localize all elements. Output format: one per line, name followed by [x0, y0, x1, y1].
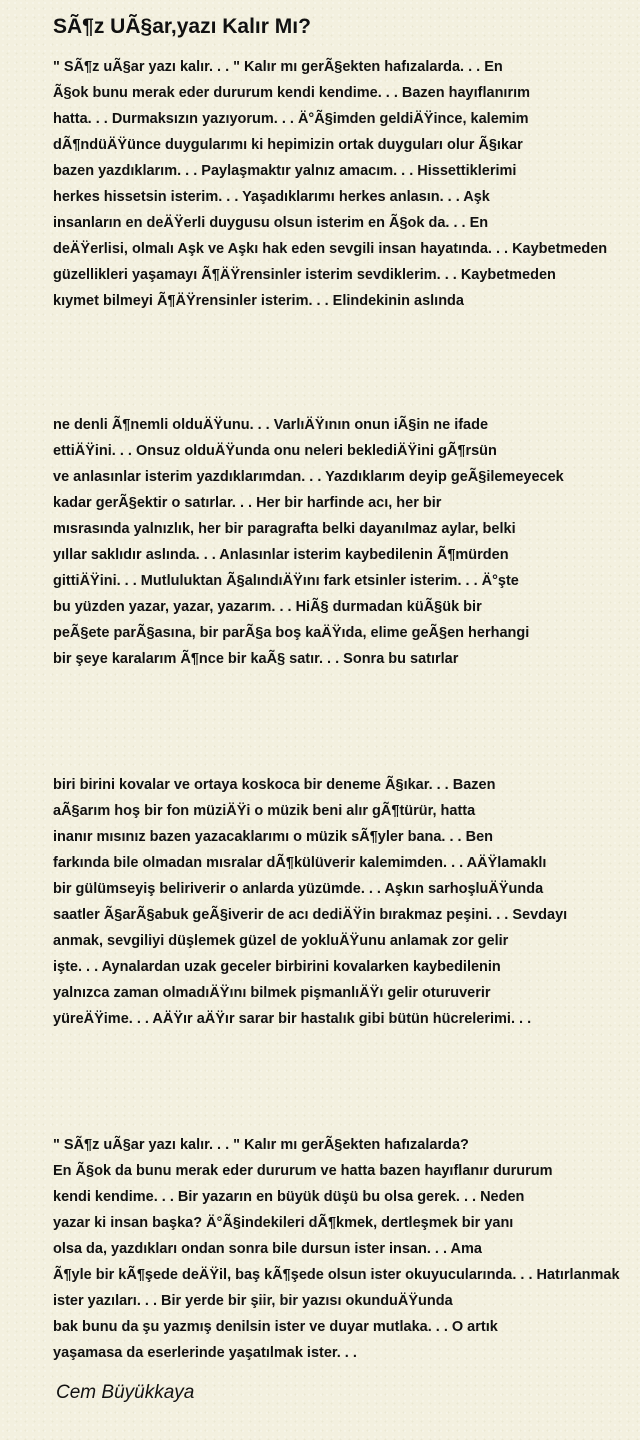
- author-signature: Cem Büyükkaya: [56, 1382, 195, 1403]
- text-line: bak bunu da şu yazmış denilsin ister ve duyar mutlaka. . . O artık: [53, 1319, 498, 1335]
- text-line: kıymet bilmeyi Ã¶ÄŸrensinler isterim. . . Elindekinin aslında: [53, 293, 464, 309]
- text-line: yüreÄŸime. . . AÄŸır aÄŸır sarar bir hastalık gibi bütün hücrelerimi. . .: [53, 1011, 532, 1027]
- text-line: mısrasında yalnızlık, her bir paragrafta belki dayanılmaz aylar, belki: [53, 521, 516, 537]
- text-line: biri birini kovalar ve ortaya koskoca bir deneme Ã§ıkar. . . Bazen: [53, 777, 496, 793]
- text-line: Ã§ok bunu merak eder dururum kendi kendime. . . Bazen hayıflanırım: [53, 85, 531, 101]
- text-line: kadar gerÃ§ektir o satırlar. . . Her bir harfinde acı, her bir: [53, 495, 442, 511]
- text-line: ettiÄŸini. . . Onsuz olduÄŸunda onu neleri beklediÄŸini gÃ¶rsün: [53, 443, 497, 459]
- text-line: herkes hissetsin isterim. . . Yaşadıklarımı herkes anlasın. . . Aşk: [53, 189, 490, 205]
- text-line: bu yüzden yazar, yazar, yazarım. . . HiÃ§ durmadan küÃ§ük bir: [53, 599, 482, 615]
- poem-title: SÃ¶z UÃ§ar,yazı Kalır Mı?: [53, 15, 311, 38]
- text-line: dÃ¶ndüÄŸünce duygularımı ki hepimizin ortak duyguları olur Ã§ıkar: [53, 137, 523, 153]
- text-line: deÄŸerlisi, olmalı Aşk ve Aşkı hak eden sevgili insan hayatında. . . Kaybetmeden: [53, 241, 608, 257]
- text-line: kendi kendime. . . Bir yazarın en büyük düşü bu olsa gerek. . . Neden: [53, 1189, 525, 1205]
- text-line: yalnızca zaman olmadıÄŸını bilmek pişmanlıÄŸı gelir oturuverir: [53, 985, 491, 1001]
- text-line: " SÃ¶z uÃ§ar yazı kalır. . . " Kalır mı gerÃ§ekten hafızalarda?: [53, 1137, 469, 1153]
- paragraph-1: [53, 54, 607, 314]
- text-line: işte. . . Aynalardan uzak geceler birbirini kovalarken kaybedilenin: [53, 959, 501, 975]
- text-line: gittiÄŸini. . . Mutluluktan Ã§alındıÄŸını fark etsinler isterim. . . Ä°şte: [53, 573, 519, 589]
- text-line: farkında bile olmadan mısralar dÃ¶külüverir kalemimden. . . AÄŸlamaklı: [53, 855, 547, 871]
- text-line: aÃ§arım hoş bir fon müziÄŸi o müzik beni alır gÃ¶türür, hatta: [53, 803, 476, 819]
- text-line: peÃ§ete parÃ§asına, bir parÃ§a boş kaÄŸıda, elime geÃ§en herhangi: [53, 625, 530, 641]
- text-line: olsa da, yazdıkları ondan sonra bile dursun ister insan. . . Ama: [53, 1241, 482, 1257]
- paragraph-3: [53, 772, 567, 1032]
- paragraph-4: [53, 1132, 620, 1366]
- text-line: " SÃ¶z uÃ§ar yazı kalır. . . " Kalır mı gerÃ§ekten hafızalarda. . . En: [53, 59, 503, 75]
- text-line: inanır mısınız bazen yazacaklarımı o müzik sÃ¶yler bana. . . Ben: [53, 829, 493, 845]
- text-line: güzellikleri yaşamayı Ã¶ÄŸrensinler isterim sevdiklerim. . . Kaybetmeden: [53, 267, 556, 283]
- text-line: insanların en deÄŸerli duygusu olsun isterim en Ã§ok da. . . En: [53, 215, 489, 231]
- text-line: bir şeye karalarım Ã¶nce bir kaÃ§ satır. . . Sonra bu satırlar: [53, 651, 459, 667]
- text-line: bir gülümseyiş beliriverir o anlarda yüzümde. . . Aşkın sarhoşluÄŸunda: [53, 881, 544, 897]
- text-line: En Ã§ok da bunu merak eder dururum ve hatta bazen hayıflanır dururum: [53, 1163, 553, 1179]
- text-line: yazar ki insan başka? Ä°Ã§indekileri dÃ¶kmek, dertleşmek bir yanı: [53, 1215, 514, 1231]
- text-line: bazen yazdıklarım. . . Paylaşmaktır yalnız amacım. . . Hissettiklerimi: [53, 163, 517, 179]
- text-line: yıllar saklıdır aslında. . . Anlasınlar isterim kaybedilenin Ã¶mürden: [53, 547, 509, 563]
- text-line: ve anlasınlar isterim yazdıklarımdan. . . Yazdıklarım deyip geÃ§ilemeyecek: [53, 469, 564, 485]
- text-line: ister yazıları. . . Bir yerde bir şiir, bir yazısı okunduÄŸunda: [53, 1293, 453, 1309]
- text-line: ne denli Ã¶nemli olduÄŸunu. . . VarlıÄŸının onun iÃ§in ne ifade: [53, 417, 489, 433]
- text-line: yaşamasa da eserlerinde yaşatılmak ister. . .: [53, 1345, 357, 1361]
- paragraph-2: [53, 412, 564, 672]
- text-line: hatta. . . Durmaksızın yazıyorum. . . Ä°Ã§imden geldiÄŸince, kalemim: [53, 111, 529, 127]
- text-line: saatler Ã§arÃ§abuk geÃ§iverir de acı dediÄŸin bırakmaz peşini. . . Sevdayı: [53, 907, 568, 923]
- text-line: Ã¶yle bir kÃ¶şede deÄŸil, baş kÃ¶şede olsun ister okuyucularında. . . Hatırlanmak: [53, 1267, 620, 1283]
- text-line: anmak, sevgiliyi düşlemek güzel de yokluÄŸunu anlamak zor gelir: [53, 933, 509, 949]
